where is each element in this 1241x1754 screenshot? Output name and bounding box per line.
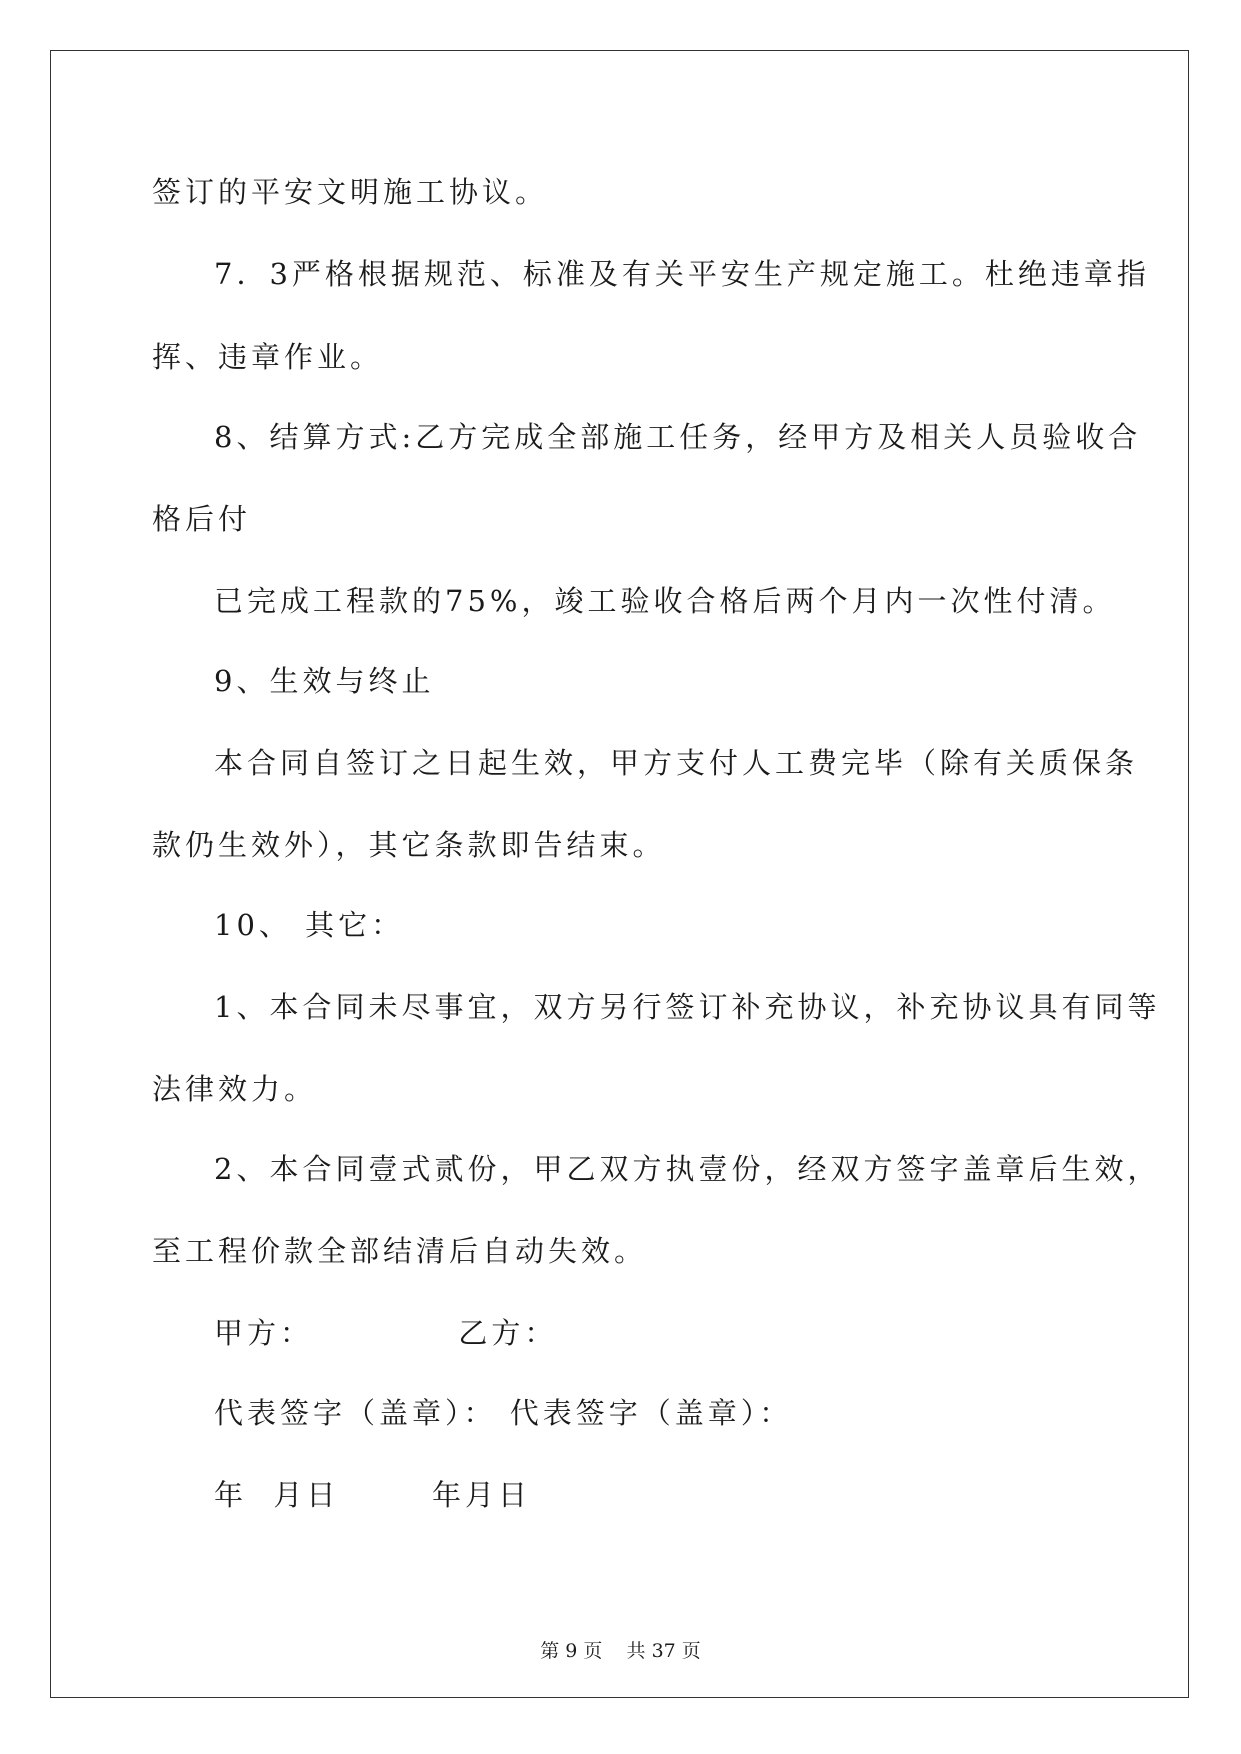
section-heading: 9、生效与终止 — [214, 664, 435, 698]
paragraph-line: 本合同自签订之日起生效，甲方支付人工费完毕（除有关质保条 — [214, 746, 1139, 780]
signature-representatives: 代表签字（盖章）： 代表签字（盖章）： — [214, 1396, 793, 1430]
paragraph-line: 款仍生效外），其它条款即告结束。 — [152, 828, 666, 862]
paragraph-line: 挥、违章作业。 — [152, 340, 384, 374]
signature-parties: 甲方： 乙方： — [214, 1316, 558, 1350]
paragraph-line: 至工程价款全部结清后自动失效。 — [152, 1234, 648, 1268]
section-heading: 10、 其它： — [214, 908, 405, 942]
page-border — [50, 50, 1189, 1698]
paragraph-line: 法律效力。 — [152, 1072, 318, 1106]
paragraph-line: 格后付 — [152, 502, 252, 536]
paragraph-line: 8、结算方式:乙方完成全部施工任务，经甲方及相关人员验收合 — [214, 420, 1142, 454]
paragraph-line: 已完成工程款的75%，竣工验收合格后两个月内一次性付清。 — [214, 584, 1116, 618]
page-number: 第 9 页 共 37 页 — [540, 1640, 701, 1662]
paragraph-line: 1、本合同未尽事宜，双方另行签订补充协议，补充协议具有同等 — [214, 990, 1161, 1024]
paragraph-line: 7．3严格根据规范、标准及有关平安生产规定施工。杜绝违章指 — [214, 257, 1150, 291]
paragraph-line: 2、本合同壹式贰份，甲乙双方执壹份，经双方签字盖章后生效， — [214, 1152, 1161, 1186]
paragraph-line: 签订的平安文明施工协议。 — [152, 175, 549, 209]
signature-dates: 年 月日 年月日 — [214, 1478, 531, 1512]
